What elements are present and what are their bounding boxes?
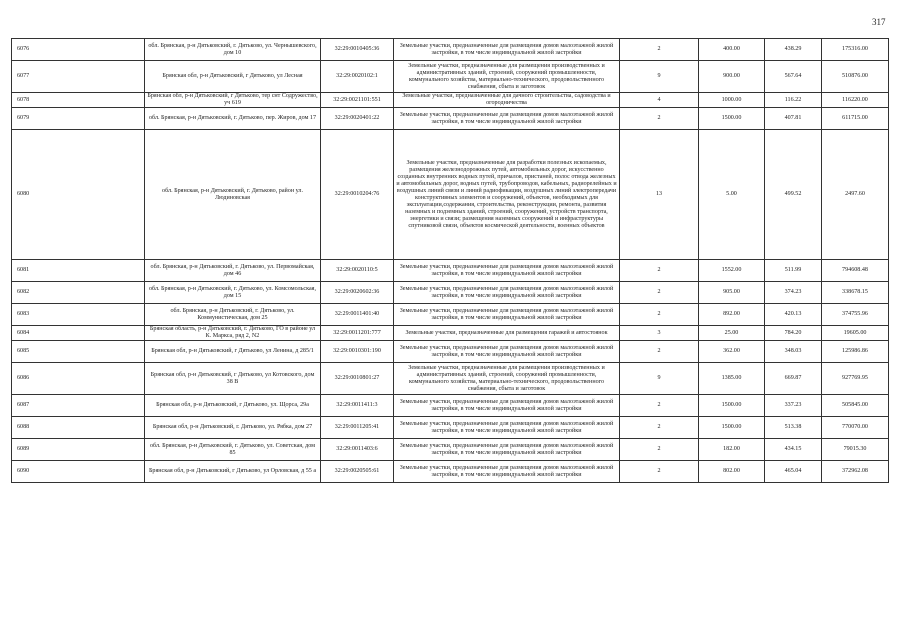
use-group-cell: 2 (620, 461, 699, 483)
cadastral-value-cell: 372962.08 (822, 461, 889, 483)
land-use-cell: Земельные участки, предназначенные для размещения домов малоэтажной жилой застройки, в том числе индивидуальной жилой застройки (394, 260, 620, 282)
cadastral-value-cell: 374755.96 (822, 304, 889, 326)
address-cell: Брянская обл, р-н Дятьковский, г Дятьково, ул. Щорса, 29а (145, 395, 321, 417)
table-row (12, 417, 889, 439)
area-cell: 182.00 (699, 439, 765, 461)
address-cell: обл. Брянская, р-н Дятьковский, г. Дятьково, ул. Первомайская, дом 46 (145, 260, 321, 282)
address-cell: Брянская обл, р-н Дятьковский, г. Дятьково, ул. Рябка, дом 27 (145, 417, 321, 439)
area-cell: 905.00 (699, 282, 765, 304)
address-cell: Брянская область, р-н Дятьковский, г. Дятьково, ГО в районе ул К. Маркса, ряд 2, N2 (145, 326, 321, 341)
cadastral-value-cell: 338678.15 (822, 282, 889, 304)
cadastral-number-cell: 32:29:0020110:5 (321, 260, 394, 282)
record-number-cell: 6087 (12, 395, 145, 417)
cadastral-value-cell: 79015.30 (822, 439, 889, 461)
specific-value-cell: 669.87 (765, 363, 822, 395)
specific-value-cell: 438.29 (765, 39, 822, 61)
specific-value-cell: 465.04 (765, 461, 822, 483)
land-use-cell: Земельные участки, предназначенные для размещения домов малоэтажной жилой застройки, в том числе индивидуальной жилой застройки (394, 395, 620, 417)
cadastral-value-cell: 505845.00 (822, 395, 889, 417)
area-cell: 892.00 (699, 304, 765, 326)
use-group-cell: 2 (620, 395, 699, 417)
land-use-cell: Земельные участки, предназначенные для дачного строительства, садоводства и огородничества (394, 93, 620, 108)
use-group-cell: 13 (620, 130, 699, 260)
address-cell: Брянская обл, р-н Дятьковский, г Дятьково, ул Ленина, д 285/1 (145, 341, 321, 363)
cadastral-number-cell: 32:29:0011411:3 (321, 395, 394, 417)
specific-value-cell: 337.23 (765, 395, 822, 417)
address-cell: обл. Брянская, р-н Дятьковский, г. Дятьково, район ул. Людиновская (145, 130, 321, 260)
specific-value-cell: 784.20 (765, 326, 822, 341)
address-cell: обл. Брянская, р-н Дятьковский, г. Дятьково, ул. Советская, дом 85 (145, 439, 321, 461)
table-row (12, 461, 889, 483)
land-use-cell: Земельные участки, предназначенные для размещения домов малоэтажной жилой застройки, в том числе индивидуальной жилой застройки (394, 304, 620, 326)
specific-value-cell: 116.22 (765, 93, 822, 108)
cadastral-value-table (11, 38, 889, 483)
area-cell: 1385.00 (699, 363, 765, 395)
record-number-cell: 6088 (12, 417, 145, 439)
use-group-cell: 2 (620, 108, 699, 130)
use-group-cell: 2 (620, 39, 699, 61)
record-number-cell: 6083 (12, 304, 145, 326)
table-row (12, 341, 889, 363)
land-use-cell: Земельные участки, предназначенные для размещения домов малоэтажной жилой застройки, в том числе индивидуальной жилой застройки (394, 282, 620, 304)
land-use-cell: Земельные участки, предназначенные для размещения производственных и административных зданий, строений, сооружений промышленности, коммунального хозяйства, материально-технического, продовольственного снабжения, сбыта и заготовок (394, 61, 620, 93)
record-number-cell: 6076 (12, 39, 145, 61)
cadastral-number-cell: 32:29:0011205:41 (321, 417, 394, 439)
cadastral-value-cell: 927769.95 (822, 363, 889, 395)
area-cell: 1552.00 (699, 260, 765, 282)
cadastral-number-cell: 32:29:0010301:190 (321, 341, 394, 363)
use-group-cell: 2 (620, 260, 699, 282)
cadastral-value-cell: 116220.00 (822, 93, 889, 108)
address-cell: обл. Брянская, р-н Дятьковский, г. Дятьково, ул. Комсомольская, дом 15 (145, 282, 321, 304)
cadastral-value-cell: 611715.00 (822, 108, 889, 130)
specific-value-cell: 499.52 (765, 130, 822, 260)
use-group-cell: 2 (620, 417, 699, 439)
address-cell: Брянская обл, р-н Дятьковский, г Дятьково, ул Котовского, дом 38 В (145, 363, 321, 395)
area-cell: 1500.00 (699, 395, 765, 417)
cadastral-value-cell: 794608.48 (822, 260, 889, 282)
use-group-cell: 2 (620, 282, 699, 304)
cadastral-value-cell: 770070.00 (822, 417, 889, 439)
record-number-cell: 6082 (12, 282, 145, 304)
cadastral-number-cell: 32:29:0011403:6 (321, 439, 394, 461)
record-number-cell: 6090 (12, 461, 145, 483)
address-cell: Брянская обл, р-н Дятьковский, г Дятьково, ул Лесная (145, 61, 321, 93)
address-cell: Брянская обл, р-н Дятьковский, г Дятьково, ул Орловская, д 55 а (145, 461, 321, 483)
area-cell: 400.00 (699, 39, 765, 61)
use-group-cell: 2 (620, 304, 699, 326)
use-group-cell: 4 (620, 93, 699, 108)
record-number-cell: 6085 (12, 341, 145, 363)
area-cell: 1500.00 (699, 108, 765, 130)
cadastral-number-cell: 32:29:0020602:36 (321, 282, 394, 304)
record-number-cell: 6081 (12, 260, 145, 282)
table-row (12, 439, 889, 461)
cadastral-number-cell: 32:29:0010801:27 (321, 363, 394, 395)
table-row (12, 39, 889, 61)
table-row (12, 93, 889, 108)
cadastral-number-cell: 32:29:0020102:1 (321, 61, 394, 93)
specific-value-cell: 511.99 (765, 260, 822, 282)
land-use-cell: Земельные участки, предназначенные для разработки полезных ископаемых, размещения железнодорожных путей, автомобильных дорог, искусственно созданных внутренних водных путей, причалов, пристаней, полос отвода железных и автомобильных дорог, водных путей, трубопроводов, кабельных, радиорелейных и воздушных линий связи и линий радиофикации, воздушных линий электропередачи конструктивных элементов и сооружений, объектов, необходимых для эксплуатации,содержания, строительства, реконструкции, ремонта, развития наземных и подземных зданий, строений, сооружений, устройств транспорта, энергетики и связи; размещения наземных сооружений и инфраструктуры спутниковой связи, объектов космической деятельности, военных объектов (394, 130, 620, 260)
address-cell: обл. Брянская, р-н Дятьковский, г. Дятьково, ул. Коммунистическая, дом 25 (145, 304, 321, 326)
record-number-cell: 6084 (12, 326, 145, 341)
record-number-cell: 6077 (12, 61, 145, 93)
cadastral-number-cell: 32:29:0010405:36 (321, 39, 394, 61)
specific-value-cell: 407.81 (765, 108, 822, 130)
table-row (12, 282, 889, 304)
cadastral-number-cell: 32:29:0020505:61 (321, 461, 394, 483)
area-cell: 802.00 (699, 461, 765, 483)
specific-value-cell: 434.15 (765, 439, 822, 461)
record-number-cell: 6079 (12, 108, 145, 130)
record-number-cell: 6080 (12, 130, 145, 260)
use-group-cell: 9 (620, 363, 699, 395)
land-use-cell: Земельные участки, предназначенные для размещения гаражей и автостоянок (394, 326, 620, 341)
land-use-cell: Земельные участки, предназначенные для размещения домов малоэтажной жилой застройки, в том числе индивидуальной жилой застройки (394, 39, 620, 61)
cadastral-value-cell: 510876.00 (822, 61, 889, 93)
use-group-cell: 2 (620, 439, 699, 461)
land-use-cell: Земельные участки, предназначенные для размещения домов малоэтажной жилой застройки, в том числе индивидуальной жилой застройки (394, 417, 620, 439)
cadastral-value-cell: 125986.86 (822, 341, 889, 363)
table-row (12, 108, 889, 130)
table-row (12, 260, 889, 282)
use-group-cell: 2 (620, 341, 699, 363)
area-cell: 900.00 (699, 61, 765, 93)
use-group-cell: 9 (620, 61, 699, 93)
table-body (12, 39, 889, 483)
table-row (12, 395, 889, 417)
use-group-cell: 3 (620, 326, 699, 341)
land-use-cell: Земельные участки, предназначенные для размещения домов малоэтажной жилой застройки, в том числе индивидуальной жилой застройки (394, 108, 620, 130)
land-use-cell: Земельные участки, предназначенные для размещения домов малоэтажной жилой застройки, в том числе индивидуальной жилой застройки (394, 461, 620, 483)
cadastral-number-cell: 32:29:0021101:551 (321, 93, 394, 108)
land-use-cell: Земельные участки, предназначенные для размещения домов малоэтажной жилой застройки, в том числе индивидуальной жилой застройки (394, 341, 620, 363)
area-cell: 1000.00 (699, 93, 765, 108)
address-cell: Брянская обл, р-н Дятьковский, г Дятьково, тер снт Содружество, уч 619 (145, 93, 321, 108)
specific-value-cell: 567.64 (765, 61, 822, 93)
land-use-cell: Земельные участки, предназначенные для размещения производственных и административных зданий, строений, сооружений промышленности, коммунального хозяйства, материально-технического, продовольственного снабжения, сбыта и заготовок (394, 363, 620, 395)
cadastral-number-cell: 32:29:0010204:76 (321, 130, 394, 260)
cadastral-number-cell: 32:29:0011401:40 (321, 304, 394, 326)
record-number-cell: 6089 (12, 439, 145, 461)
specific-value-cell: 513.38 (765, 417, 822, 439)
table-row (12, 326, 889, 341)
record-number-cell: 6086 (12, 363, 145, 395)
cadastral-value-cell: 19605.00 (822, 326, 889, 341)
specific-value-cell: 374.23 (765, 282, 822, 304)
cadastral-value-cell: 175316.00 (822, 39, 889, 61)
address-cell: обл. Брянская, р-н Дятьковский, г. Дятьково, ул. Чернышевского, дом 10 (145, 39, 321, 61)
specific-value-cell: 420.13 (765, 304, 822, 326)
cadastral-number-cell: 32:29:0011201:777 (321, 326, 394, 341)
table-row (12, 304, 889, 326)
area-cell: 5.00 (699, 130, 765, 260)
cadastral-number-cell: 32:29:0020401:22 (321, 108, 394, 130)
area-cell: 1500.00 (699, 417, 765, 439)
table-row (12, 61, 889, 93)
area-cell: 25.00 (699, 326, 765, 341)
page-number: 317 (872, 17, 886, 27)
specific-value-cell: 348.03 (765, 341, 822, 363)
land-use-cell: Земельные участки, предназначенные для размещения домов малоэтажной жилой застройки, в том числе индивидуальной жилой застройки (394, 439, 620, 461)
address-cell: обл. Брянская, р-н Дятьковский, г. Дятьково, пер. Жиров, дом 17 (145, 108, 321, 130)
table-row (12, 363, 889, 395)
cadastral-value-cell: 2497.60 (822, 130, 889, 260)
table-row (12, 130, 889, 260)
area-cell: 362.00 (699, 341, 765, 363)
record-number-cell: 6078 (12, 93, 145, 108)
